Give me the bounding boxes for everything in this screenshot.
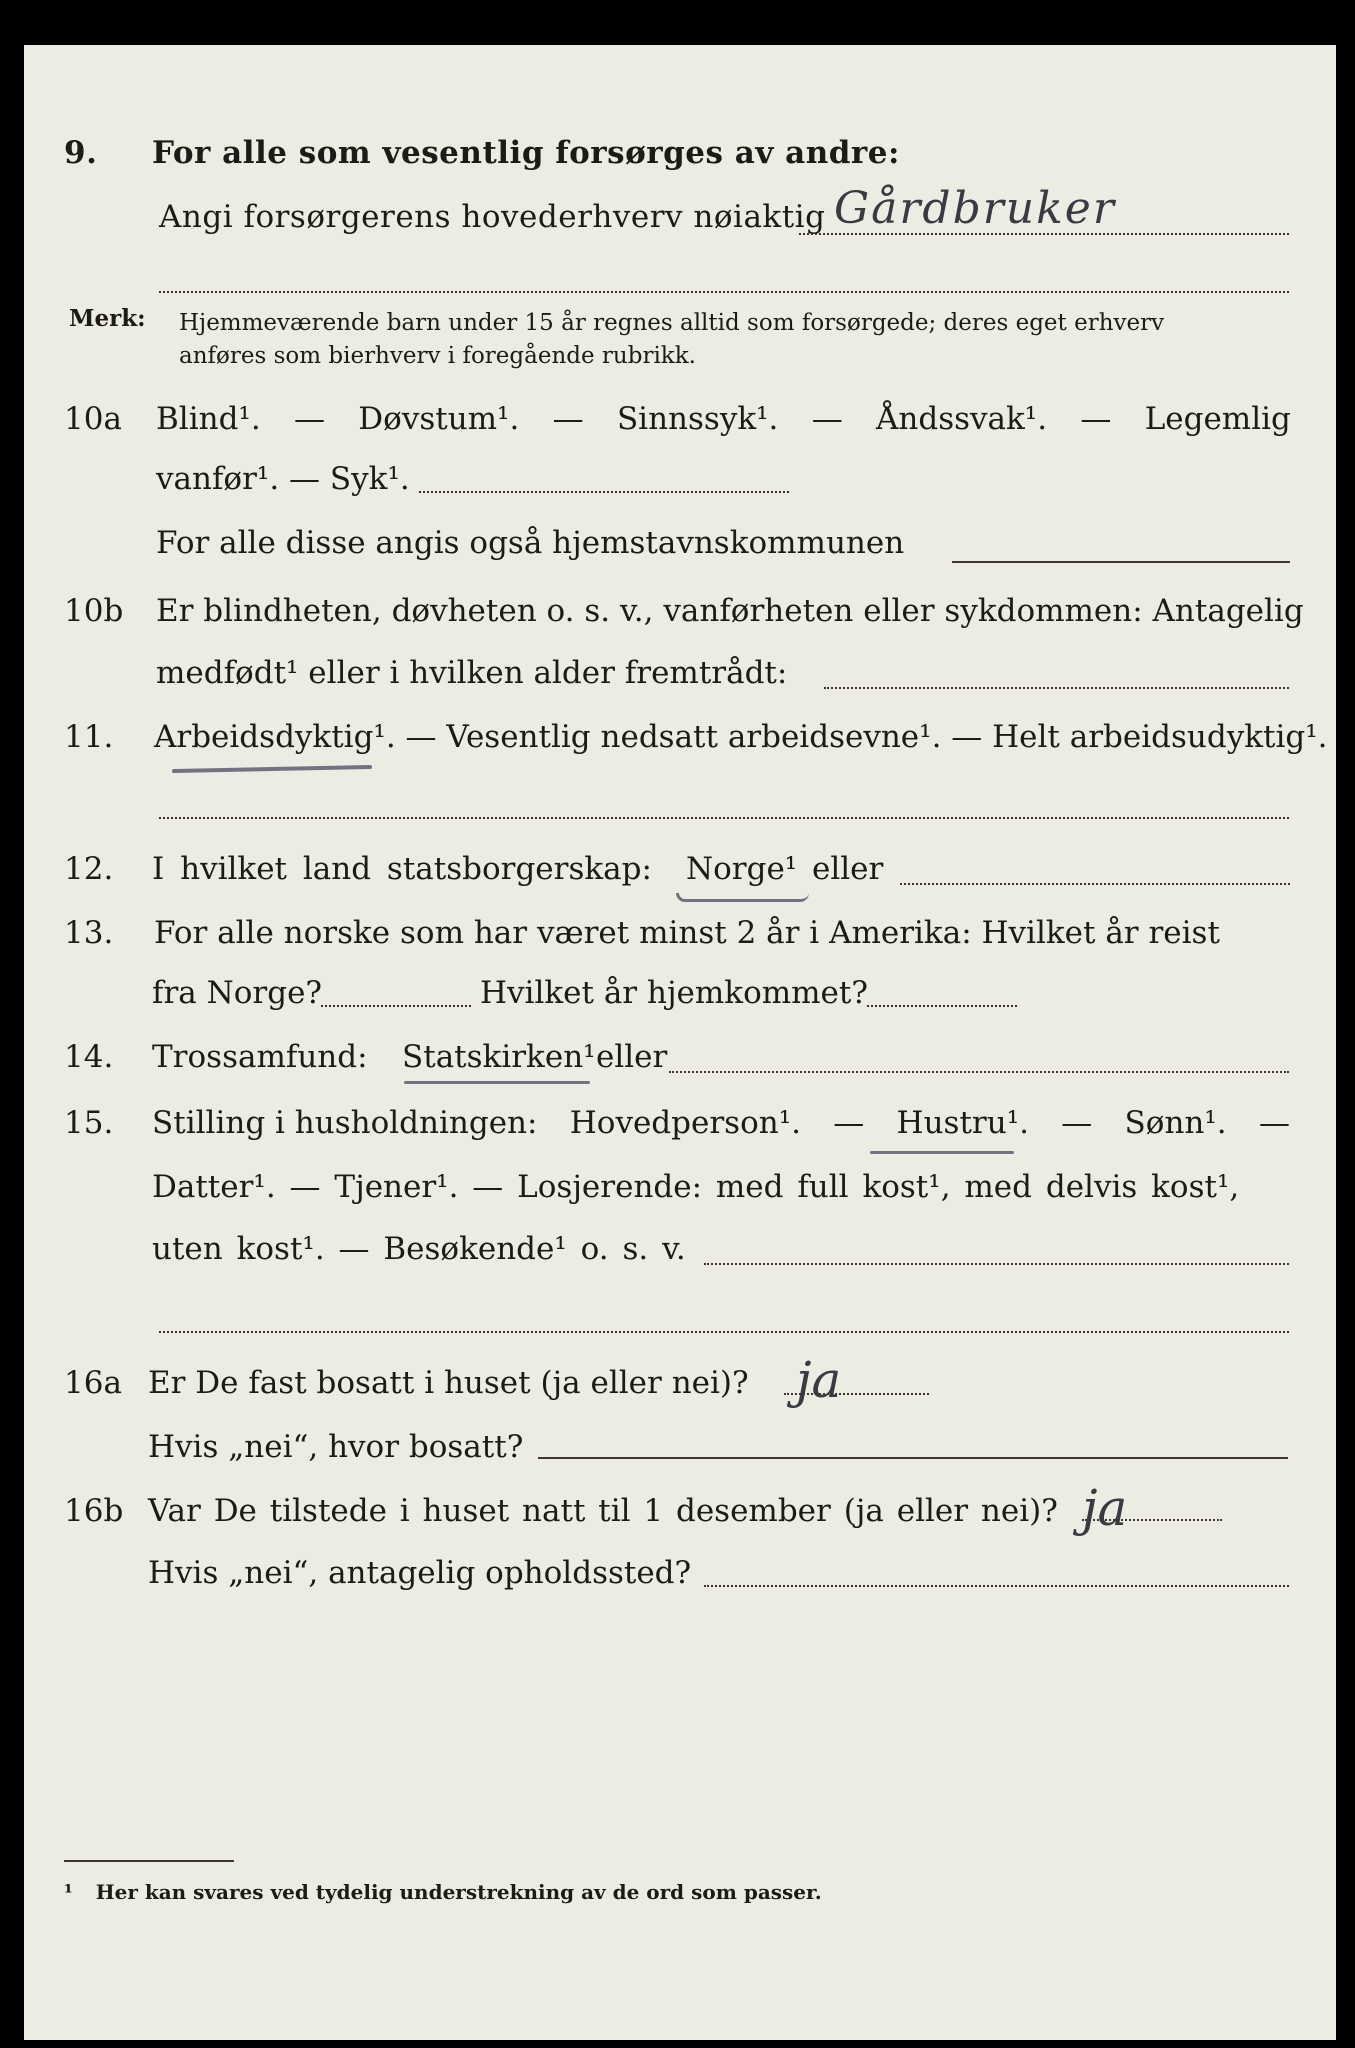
q11-number: 11.	[64, 719, 114, 755]
q11-work-capacity: Arbeidsdyktig¹. — Vesentlig nedsatt arbeidsevne¹. — Helt arbeidsudyktig¹.	[154, 719, 1328, 755]
q16b-residence-line	[704, 1585, 1289, 1587]
q15-dash: —	[833, 1105, 865, 1141]
q11-extra-line	[159, 817, 1289, 819]
q13-year-returned-line	[867, 1005, 1017, 1007]
q15-answer-line	[704, 1263, 1289, 1265]
q9-handwritten-answer: Gårdbruker	[834, 183, 1116, 234]
q16b-answer-line	[1082, 1519, 1222, 1521]
q10a-deaf-mute: Døvstum¹.	[358, 401, 520, 437]
q16a-answer-line	[784, 1393, 929, 1395]
q10a-home-municipality-label: For alle disse angis også hjemstavnskommunen	[156, 525, 905, 561]
q12-ink-underline	[676, 893, 809, 902]
q15-options-1	[152, 1103, 1290, 1143]
q14-ink-underline	[404, 1081, 590, 1084]
q10a-physically: Legemlig	[1144, 401, 1291, 437]
q10a-dash: —	[294, 401, 325, 437]
q15-wife: Hustru¹.	[896, 1105, 1029, 1141]
q9-extra-line	[159, 291, 1289, 293]
q13-year-returned-label: Hvilket år hjemkommet?	[480, 975, 868, 1011]
q10a-municipality-line	[952, 561, 1290, 563]
q13-year-left-line	[321, 1005, 471, 1007]
q10b-number: 10b	[64, 593, 124, 629]
q10a-options	[156, 399, 1291, 439]
q12-answer-line	[900, 883, 1290, 885]
q11-ink-underline	[172, 765, 372, 773]
q9-question: For alle som vesentlig forsørges av andre:	[152, 135, 900, 171]
footnote-text: Her kan svares ved tydelig understrekning av de ord som passer.	[95, 1880, 822, 1904]
footnote-rule	[64, 1860, 234, 1862]
q16a-where-resident-label: Hvis „nei“, hvor bosatt?	[148, 1429, 524, 1465]
footnote	[64, 1880, 822, 1904]
q10b-answer-line	[824, 687, 1289, 689]
q10a-disabled-sick: vanfør¹. — Syk¹.	[156, 461, 410, 497]
q14-option-state-church: Statskirken¹	[402, 1039, 596, 1075]
q10a-blind: Blind¹.	[156, 401, 261, 437]
q16b-present-question: Var De tilstede i huset natt til 1 desember (ja eller nei)?	[148, 1493, 1058, 1529]
q12-or: eller	[812, 851, 884, 887]
q10a-number: 10a	[64, 401, 122, 437]
q10a-dash: —	[811, 401, 843, 437]
q15-ink-underline	[870, 1151, 1014, 1154]
q12-number: 12.	[64, 851, 114, 887]
q10a-dash: —	[552, 401, 584, 437]
q16b-residence-label: Hvis „nei“, antagelig opholdssted?	[148, 1555, 692, 1591]
q16a-handwritten-answer: ja	[796, 1351, 842, 1409]
merk-text-2: anføres som bierhverv i foregående rubrikk.	[179, 343, 696, 369]
q10b-congenital-label: medfødt¹ eller i hvilken alder fremtrådt:	[156, 655, 788, 691]
q12-option-norway: Norge¹	[686, 851, 798, 887]
q10a-sick-line	[419, 491, 789, 493]
q10a-dash: —	[1080, 401, 1112, 437]
q10a-insane: Sinnssyk¹.	[616, 401, 779, 437]
q13-year-left-label: fra Norge?	[152, 975, 323, 1011]
q14-or: eller	[596, 1039, 668, 1075]
merk-text-1: Hjemmeværende barn under 15 år regnes alltid som forsørgede; deres eget erhverv	[179, 310, 1165, 336]
q14-number: 14.	[64, 1039, 114, 1075]
q9-provider-occupation-label: Angi forsørgerens hovederhverv nøiaktig	[159, 199, 826, 235]
q15-household-position-label: Stilling i husholdningen:	[152, 1105, 538, 1141]
q14-religion-label: Trossamfund:	[152, 1039, 368, 1075]
q13-america-question: For alle norske som har været minst 2 år i Amerika: Hvilket år reist	[154, 915, 1220, 951]
q16a-where-line	[538, 1457, 1288, 1459]
q15-head-of-household: Hovedperson¹.	[569, 1105, 801, 1141]
q15-son: Sønn¹.	[1124, 1105, 1227, 1141]
q10b-question: Er blindheten, døvheten o. s. v., vanførheten eller sykdommen: Antagelig	[156, 593, 1304, 629]
q15-options-2: Datter¹. — Tjener¹. — Losjerende: med full kost¹, med delvis kost¹,	[152, 1169, 1240, 1205]
footnote-marker: ¹	[64, 1880, 73, 1904]
q15-options-3: uten kost¹. — Besøkende¹ o. s. v.	[152, 1231, 686, 1267]
q14-answer-line	[669, 1071, 1289, 1073]
q12-citizenship-label: I hvilket land statsborgerskap:	[152, 851, 652, 887]
q16a-permanent-resident-question: Er De fast bosatt i huset (ja eller nei)?	[148, 1365, 749, 1401]
merk-label: Merk:	[69, 305, 146, 332]
q10a-feeble-minded: Åndssvak¹.	[876, 401, 1048, 437]
q16b-number: 16b	[64, 1493, 124, 1529]
q9-number: 9.	[64, 135, 98, 171]
q15-number: 15.	[64, 1105, 114, 1141]
q16a-number: 16a	[64, 1365, 122, 1401]
q13-number: 13.	[64, 915, 114, 951]
census-form-page	[24, 45, 1336, 2040]
q15-dash: —	[1061, 1105, 1093, 1141]
q16b-handwritten-answer: ja	[1082, 1479, 1128, 1537]
q15-extra-line	[159, 1331, 1289, 1333]
q15-dash: —	[1258, 1105, 1290, 1141]
